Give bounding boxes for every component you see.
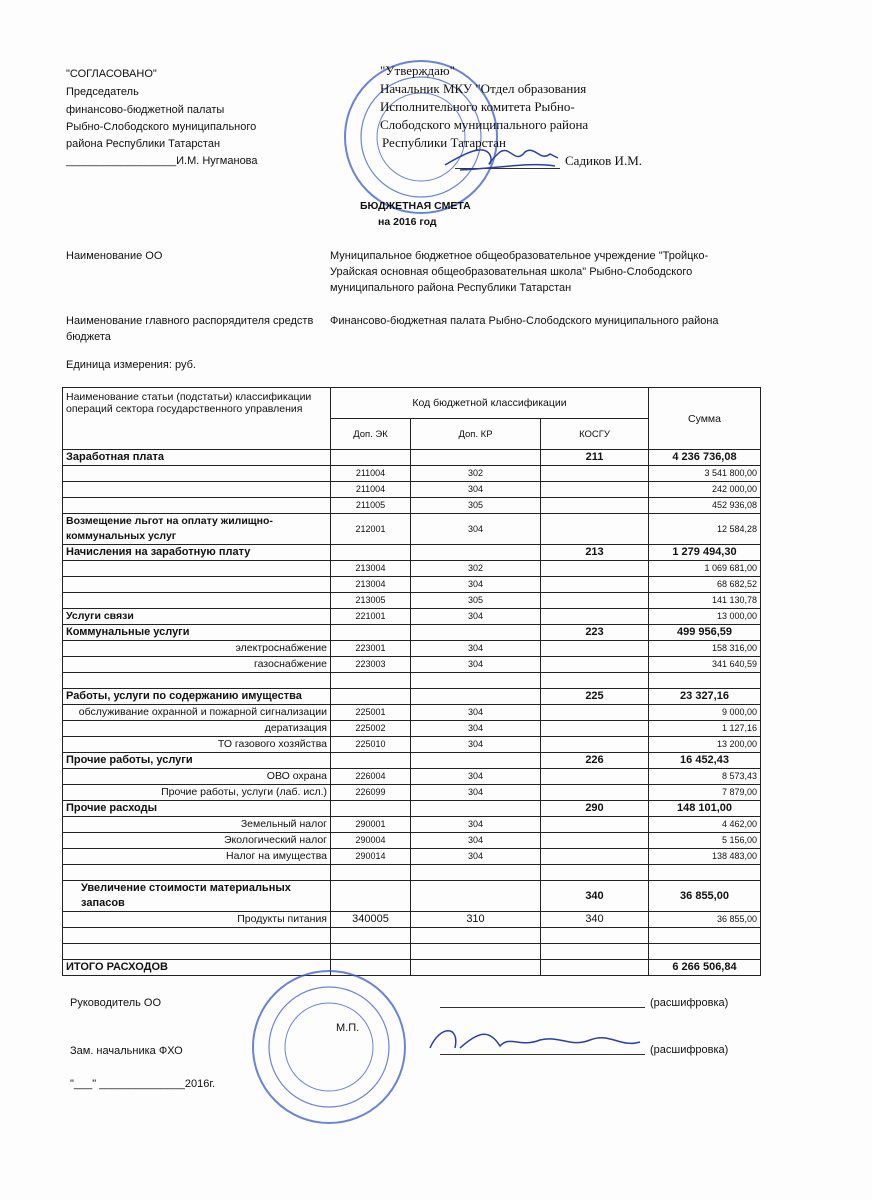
row-name: Земельный налог [63,817,331,833]
row-ek: 290001 [331,817,411,833]
budget-table [62,387,761,976]
approve-line: Начальник МКУ "Отдел образования [380,81,587,96]
row-name: Услуги связи [63,609,331,625]
row-sum: 141 130,78 [649,593,761,609]
table-row [63,833,761,849]
row-kosgu [541,514,649,545]
approve-line: Республики Татарстан [382,135,506,150]
row-kr: 304 [411,769,541,785]
row-kr: 304 [411,657,541,673]
table-row [63,482,761,498]
row-kr [411,673,541,689]
table-row [63,450,761,466]
row-name: ОВО охрана [63,769,331,785]
row-ek: 213005 [331,593,411,609]
row-sum: 341 640,59 [649,657,761,673]
row-name [63,498,331,514]
row-name: Увеличение стоимости материальных запасов [63,881,331,912]
row-name: Экологический налог [63,833,331,849]
handwritten-signature-top [440,140,560,180]
row-kosgu [541,944,649,960]
row-kr: 305 [411,593,541,609]
meta-label: Наименование ОО [66,250,163,262]
handwritten-signature-bottom [420,1020,645,1060]
row-kr: 304 [411,849,541,865]
row-sum [649,928,761,944]
unit-label: Единица измерения: руб. [66,359,196,371]
table-row [63,561,761,577]
table-row [63,960,761,976]
official-stamp-bottom [250,968,408,1126]
row-ek: 211004 [331,482,411,498]
row-name: обслуживание охранной и пожарной сигнализации [63,705,331,721]
row-name [63,482,331,498]
table-row [63,769,761,785]
row-ek [331,673,411,689]
table-row [63,928,761,944]
table-row [63,705,761,721]
row-kosgu [541,609,649,625]
row-kr: 305 [411,498,541,514]
table-row [63,865,761,881]
row-kr: 304 [411,817,541,833]
row-name: дератизация [63,721,331,737]
row-kosgu [541,498,649,514]
row-ek: 225002 [331,721,411,737]
row-sum: 4 236 736,08 [649,450,761,466]
row-sum: 138 483,00 [649,849,761,865]
row-name: Прочие работы, услуги (лаб. исл.) [63,785,331,801]
row-ek: 211005 [331,498,411,514]
agreed-line: Председатель [66,86,139,98]
row-kr: 302 [411,561,541,577]
table-row [63,912,761,928]
row-name: Начисления на заработную плату [63,545,331,561]
row-kosgu [541,577,649,593]
row-kosgu [541,561,649,577]
row-sum: 158 316,00 [649,641,761,657]
row-ek: 290004 [331,833,411,849]
row-name: Работы, услуги по содержанию имущества [63,689,331,705]
row-name [63,561,331,577]
row-sum: 5 156,00 [649,833,761,849]
header-kr: Доп. КР [411,419,541,450]
row-kr [411,928,541,944]
row-kosgu [541,721,649,737]
approve-signature: Садиков И.М. [565,153,643,168]
agreed-line: Рыбно-Слободского муниципального [66,121,257,133]
row-sum: 12 584,28 [649,514,761,545]
row-ek [331,545,411,561]
row-ek: 226099 [331,785,411,801]
row-kosgu [541,785,649,801]
decode-label: (расшифровка) [650,1044,729,1056]
row-kr [411,545,541,561]
row-ek: 211004 [331,466,411,482]
row-kosgu [541,865,649,881]
row-ek [331,928,411,944]
row-name: Заработная плата [63,450,331,466]
row-kr [411,801,541,817]
row-name [63,928,331,944]
row-kosgu [541,641,649,657]
row-kosgu [541,593,649,609]
row-sum: 7 879,00 [649,785,761,801]
row-name: электроснабжение [63,641,331,657]
row-kosgu [541,960,649,976]
agreed-line: района Республики Татарстан [66,138,221,150]
table-row [63,577,761,593]
row-kosgu [541,769,649,785]
table-row [63,689,761,705]
row-ek: 340005 [331,912,411,928]
row-kosgu [541,673,649,689]
row-kosgu [541,466,649,482]
row-kr: 304 [411,609,541,625]
row-name: Налог на имущества [63,849,331,865]
agreed-line: финансово-бюджетной палаты [66,104,225,116]
row-kosgu [541,833,649,849]
table-row [63,593,761,609]
row-ek [331,801,411,817]
header-code: Код бюджетной классификации [331,388,649,419]
signature-line [440,1007,645,1008]
row-sum: 242 000,00 [649,482,761,498]
row-sum: 1 127,16 [649,721,761,737]
header-name: Наименование статьи (подстатьи) классификации операций сектора государственного управления [63,388,331,450]
row-kr [411,944,541,960]
date-line: "___" ______________2016г. [70,1078,216,1090]
row-kosgu [541,849,649,865]
row-sum [649,944,761,960]
table-row [63,466,761,482]
row-name: Коммунальные услуги [63,625,331,641]
row-sum: 36 855,00 [649,881,761,912]
table-row [63,721,761,737]
row-kr: 304 [411,641,541,657]
header-kosgu: КОСГУ [541,419,649,450]
approve-line: Слободского муниципального района [380,117,589,132]
row-kosgu: 340 [541,881,649,912]
row-ek: 226004 [331,769,411,785]
row-kr [411,881,541,912]
meta-label: Наименование главного распорядителя средств бюджета [66,315,314,343]
row-kosgu: 211 [541,450,649,466]
row-kr [411,689,541,705]
row-ek: 213004 [331,561,411,577]
agreed-signature: __________________И.М. Нугманова [66,155,258,167]
seal-place-label: М.П. [336,1022,360,1034]
row-name: Возмещение льгот на оплату жилищно-коммунальных услуг [63,514,331,545]
row-kr: 304 [411,833,541,849]
row-name: ТО газового хозяйства [63,737,331,753]
row-ek [331,944,411,960]
row-kosgu [541,928,649,944]
table-row [63,817,761,833]
row-sum: 452 936,08 [649,498,761,514]
row-sum: 13 000,00 [649,609,761,625]
table-row [63,673,761,689]
row-sum: 13 200,00 [649,737,761,753]
row-kosgu: 340 [541,912,649,928]
row-sum [649,865,761,881]
row-sum: 148 101,00 [649,801,761,817]
row-name: газоснабжение [63,657,331,673]
row-ek: 223001 [331,641,411,657]
table-row [63,609,761,625]
row-sum: 23 327,16 [649,689,761,705]
table-row [63,737,761,753]
meta-value: Финансово-бюджетная палата Рыбно-Слободского муниципального района [330,315,719,327]
table-row [63,849,761,865]
row-kosgu [541,482,649,498]
row-name: Прочие работы, услуги [63,753,331,769]
deputy-label: Зам. начальника ФХО [70,1045,183,1057]
agreed-title: "СОГЛАСОВАНО" [66,68,157,80]
approve-title: "Утверждаю" [380,63,455,78]
table-row [63,657,761,673]
row-name [63,944,331,960]
row-kr: 304 [411,482,541,498]
row-name [63,673,331,689]
row-ek [331,625,411,641]
header-ek: Доп. ЭК [331,419,411,450]
row-kosgu: 223 [541,625,649,641]
row-sum: 68 682,52 [649,577,761,593]
row-name: ИТОГО РАСХОДОВ [63,960,331,976]
row-ek: 225001 [331,705,411,721]
row-name [63,466,331,482]
row-kr: 304 [411,705,541,721]
row-name [63,865,331,881]
table-row [63,753,761,769]
row-ek [331,450,411,466]
row-sum: 1 279 494,30 [649,545,761,561]
row-kr [411,753,541,769]
document-title: БЮДЖЕТНАЯ СМЕТА [360,200,471,212]
row-sum: 4 462,00 [649,817,761,833]
row-ek: 290014 [331,849,411,865]
row-ek: 212001 [331,514,411,545]
row-kr [411,625,541,641]
head-label: Руководитель ОО [70,997,162,1009]
row-kosgu [541,705,649,721]
row-sum: 1 069 681,00 [649,561,761,577]
row-kr: 304 [411,737,541,753]
meta-value: Муниципальное бюджетное общеобразовательное учреждение "Тройцко-Урайская основная общеобразовательная школа" Рыбно-Слободского муниципального района Республики Татарстан [330,250,709,294]
row-name [63,577,331,593]
row-name: Продукты питания [63,912,331,928]
table-row [63,881,761,912]
row-ek: 221001 [331,609,411,625]
row-kr: 304 [411,785,541,801]
row-kosgu [541,657,649,673]
row-kosgu: 226 [541,753,649,769]
row-ek: 223003 [331,657,411,673]
row-ek [331,753,411,769]
row-ek: 225010 [331,737,411,753]
document-subtitle: на 2016 год [378,216,437,228]
row-kr [411,960,541,976]
row-ek: 213004 [331,577,411,593]
row-kosgu: 290 [541,801,649,817]
row-kr [411,865,541,881]
row-kr: 304 [411,721,541,737]
row-sum [649,673,761,689]
table-row [63,785,761,801]
row-sum: 36 855,00 [649,912,761,928]
row-ek [331,689,411,705]
row-sum: 16 452,43 [649,753,761,769]
row-kr: 304 [411,577,541,593]
row-kosgu [541,817,649,833]
table-row [63,641,761,657]
row-ek [331,865,411,881]
row-kosgu: 225 [541,689,649,705]
row-sum: 499 956,59 [649,625,761,641]
table-row [63,514,761,545]
table-row [63,625,761,641]
decode-label: (расшифровка) [650,997,729,1009]
header-sum: Сумма [649,388,761,450]
row-sum: 6 266 506,84 [649,960,761,976]
row-kr: 304 [411,514,541,545]
table-row [63,545,761,561]
approve-line: Исполнительного комитета Рыбно- [380,99,575,114]
row-ek [331,881,411,912]
row-sum: 9 000,00 [649,705,761,721]
table-row [63,944,761,960]
row-kr: 310 [411,912,541,928]
table-row [63,801,761,817]
row-name [63,593,331,609]
row-kr: 302 [411,466,541,482]
row-kosgu [541,737,649,753]
row-sum: 3 541 800,00 [649,466,761,482]
table-row [63,498,761,514]
row-name: Прочие расходы [63,801,331,817]
row-kosgu: 213 [541,545,649,561]
row-sum: 8 573,43 [649,769,761,785]
row-kr [411,450,541,466]
